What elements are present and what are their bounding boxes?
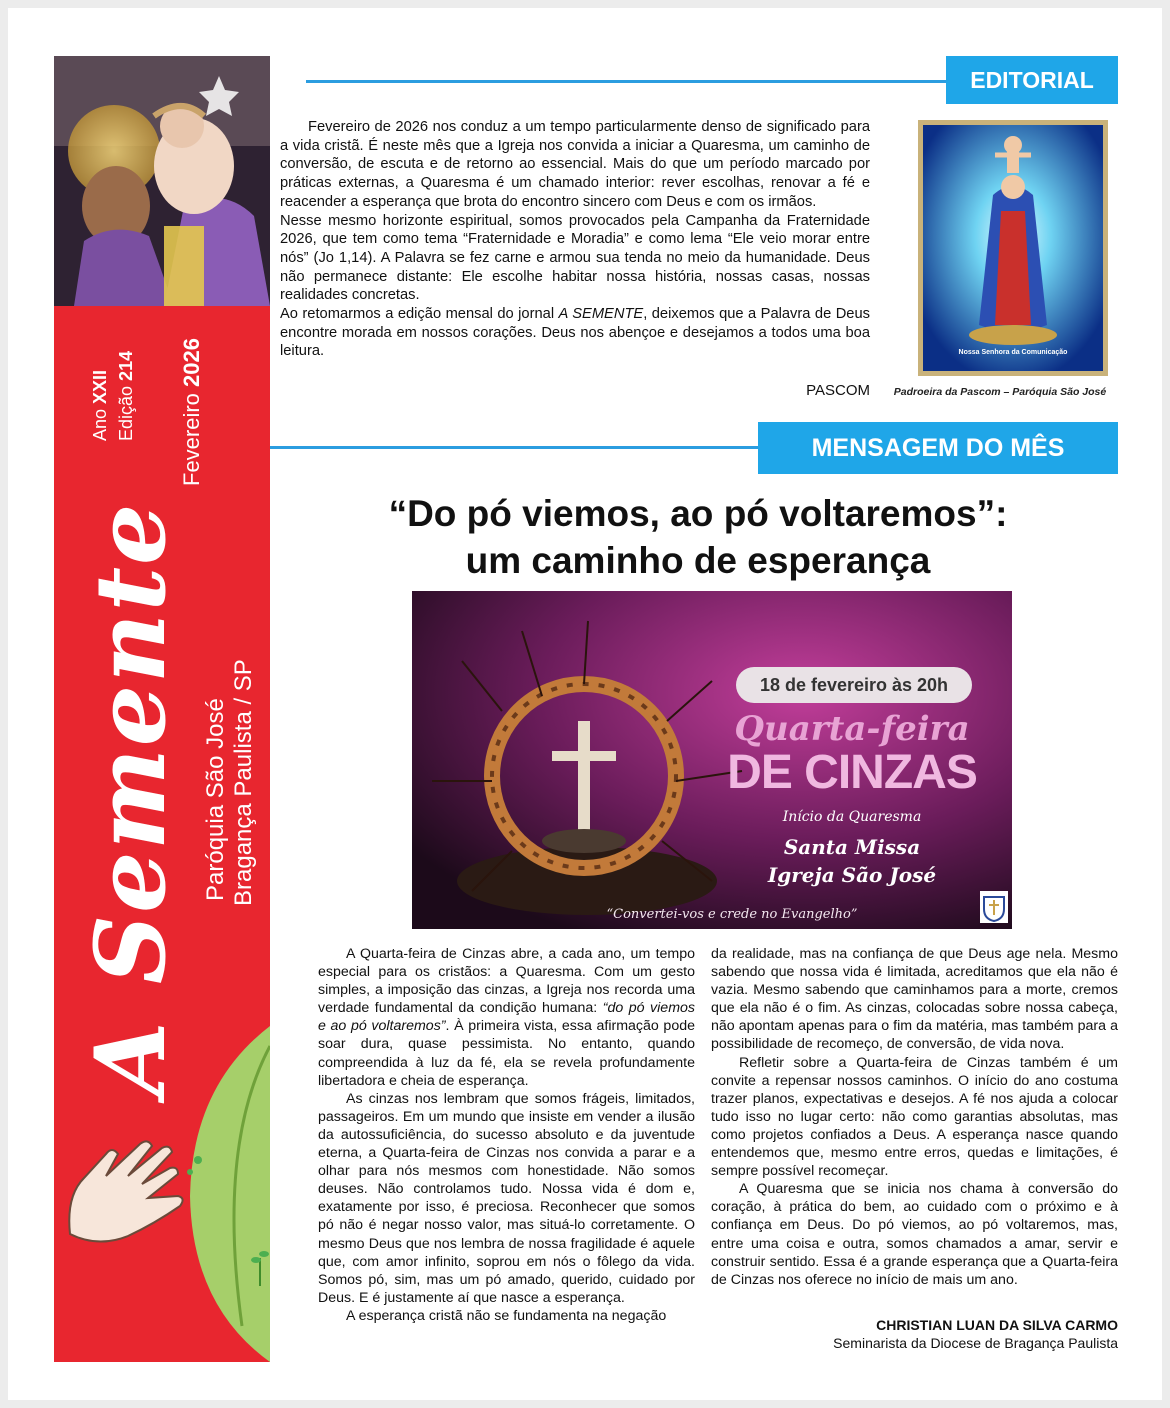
poster-title-bold: DE CINZAS <box>727 746 977 799</box>
editorial-signature: PASCOM <box>806 382 870 399</box>
poster-quote: “Convertei-vos e crede no Evangelho” <box>606 907 858 922</box>
our-lady-illustration <box>923 125 1103 371</box>
patroness-image <box>918 120 1108 376</box>
ash-quote: “do pó viemos e ao pó voltaremos” <box>318 1000 695 1035</box>
headline-line-2: um caminho de esperança <box>465 540 931 581</box>
parish-crest-icon <box>980 891 1008 923</box>
month-value: 2026 <box>179 338 204 387</box>
poster-mass-line-2: Igreja São José <box>767 863 937 887</box>
editorial-text <box>280 118 870 361</box>
year-line <box>90 370 111 441</box>
message-tag: MENSAGEM DO MÊS <box>758 422 1118 474</box>
year-value: XXII <box>90 369 110 404</box>
editorial-paragraph: Fevereiro de 2026 nos conduz a um tempo particularmente denso de significado para a vida cristã. É neste mês que a Igreja nos convida a iniciar a Quaresma, um caminho de conversão, de escuta e de retorno ao essencial. Mais do que um período marcado por práticas externas, a Quaresma é um chamado interior: rever escolhas, renovar a fé e reacender a esperança que brota do encontro sincero com Deus e com os irmãos. <box>280 119 870 210</box>
message-paragraph: A Quarta-feira de Cinzas abre, a cada ano, um tempo especial para os cristãos: a Quaresma. Com um gesto simples, a imposição das cinzas, a Igreja nos recorda uma verdade fundamental da condição humana: “do pó viemos e ao pó voltaremos”. À primeira vista, essa afirmação pode soar dura, quase pessimista. No entanto, quando compreendida à luz da fé, ela se revela profundamente libertadora e cheia de esperança. <box>318 946 695 1089</box>
edition-line <box>116 351 137 441</box>
masthead-title: A Semente <box>74 501 187 1096</box>
parish-name: Paróquia São José <box>202 698 229 901</box>
patroness-inner-label: Nossa Senhora da Comunicação <box>958 349 1068 356</box>
poster-title-script: Quarta-feira <box>734 709 970 749</box>
poster-mass-info <box>712 833 992 889</box>
saint-joseph-illustration <box>54 56 270 306</box>
headline-line-1: “Do pó viemos, ao pó voltaremos”: <box>388 493 1008 534</box>
poster-date-badge: 18 de fevereiro às 20h <box>736 667 972 703</box>
message-paragraph: da realidade, mas na confiança de que Deus age nela. Mesmo sabendo que nossa vida é limitada, acreditamos que ela não é vazia. Mesmo sabendo que caminhamos para a morte, cremos que ela não é o fim. As cinzas, colocadas sobre nossa cabeça, não apontam apenas para o fim da matéria, mas também para a possibilidade de recomeço, de conversão, de vida nova. <box>711 946 1118 1053</box>
year-label: Ano <box>90 408 110 441</box>
edition-value: 214 <box>116 350 136 381</box>
author-block <box>708 1316 1118 1352</box>
newspaper-name: A SEMENTE <box>558 306 644 323</box>
edition-label: Edição <box>116 385 136 441</box>
poster-mass-line-1: Santa Missa <box>783 835 921 859</box>
editorial-tag: EDITORIAL <box>946 56 1118 104</box>
message-column-2 <box>711 945 1118 1289</box>
message-paragraph: As cinzas nos lembram que somos frágeis, limitados, passageiros. Em um mundo que insiste em vender a ilusão da autossuficiência, do sucesso absoluto e da juventude eterna, a Quarta-feira de Cinzas nos convida a parar e a olhar para nós mesmos com honestidade. Não somos deuses. Não controlamos tudo. Nossa vida é dom e, exatamente por isso, é preciosa. Reconhecer que somos pó não é negar nosso valor, mas situá-lo corretamente. O mesmo Deus que nos lembra de nossa fragilidade é aquele que, com amor infinito, soprou em nós o fôlego da vida. Somos pó, sim, mas um pó amado, querido, cuidado por Deus. E é justamente aí que nasce a esperança. <box>318 1090 695 1306</box>
parish-logo <box>980 891 1008 923</box>
message-column-1 <box>318 945 695 1325</box>
parish-city: Bragança Paulista / SP <box>230 659 257 906</box>
author-role: Seminarista da Diocese de Bragança Paulista <box>833 1335 1118 1351</box>
hand-illustration <box>58 1116 208 1266</box>
patroness-caption: Padroeira da Pascom – Paróquia São José <box>893 386 1107 398</box>
poster-subtitle: Início da Quaresma <box>782 809 922 825</box>
ash-wednesday-poster <box>412 591 1012 929</box>
author-name: CHRISTIAN LUAN DA SILVA CARMO <box>876 1317 1118 1333</box>
editorial-paragraph: Ao retomarmos a edição mensal do jornal A SEMENTE, deixemos que a Palavra de Deus encontre morada em nossos corações. Deus nos abençoe e desejamos a todos uma boa leitura. <box>280 306 870 360</box>
message-paragraph: A esperança cristã não se fundamenta na negação <box>346 1307 667 1324</box>
message-paragraph: A Quaresma que se inicia nos chama à conversão do coração, à prática do bem, ao cuidado com o próximo e à confiança em Deus. Do pó viemos, ao pó voltaremos, mas, entre uma coisa e outra, somos chamados a amar, servir e construir sentido. Essa é a grande esperança que a Quarta-feira de Cinzas nos oferece no início de mais um ano. <box>711 1181 1118 1288</box>
masthead-photo <box>54 56 270 306</box>
newspaper-page <box>8 8 1162 1400</box>
masthead-banner <box>54 306 270 1362</box>
message-rule <box>270 446 758 449</box>
message-headline <box>278 490 1118 584</box>
editorial-paragraph: Nesse mesmo horizonte espiritual, somos provocados pela Campanha da Fraternidade 2026, que tem como tema “Fraternidade e Moradia” e como lema “Ele veio morar entre nós” (Jo 1,14). A Palavra se fez carne e armou sua tenda no meio da humanidade. Deus não permanece distante: Ele escolhe habitar nossa história, nossas casas, nossas realidades concretas. <box>280 212 870 304</box>
editorial-rule <box>306 80 946 83</box>
message-paragraph: Refletir sobre a Quarta-feira de Cinzas também é um convite a repensar nossos caminhos. O início do ano costuma trazer planos, expectativas e desejos. A fé nos ajuda a colocar tudo isso no lugar certo: não como garantias absolutas, mas como projetos confiados a Deus. A esperança nasce quando entendemos que, mesmo entre erros, quedas e limitações, é sempre possível recomeçar. <box>711 1054 1118 1180</box>
month-line <box>179 338 205 486</box>
sprout-icon <box>250 1246 270 1286</box>
month-label: Fevereiro <box>179 393 204 486</box>
